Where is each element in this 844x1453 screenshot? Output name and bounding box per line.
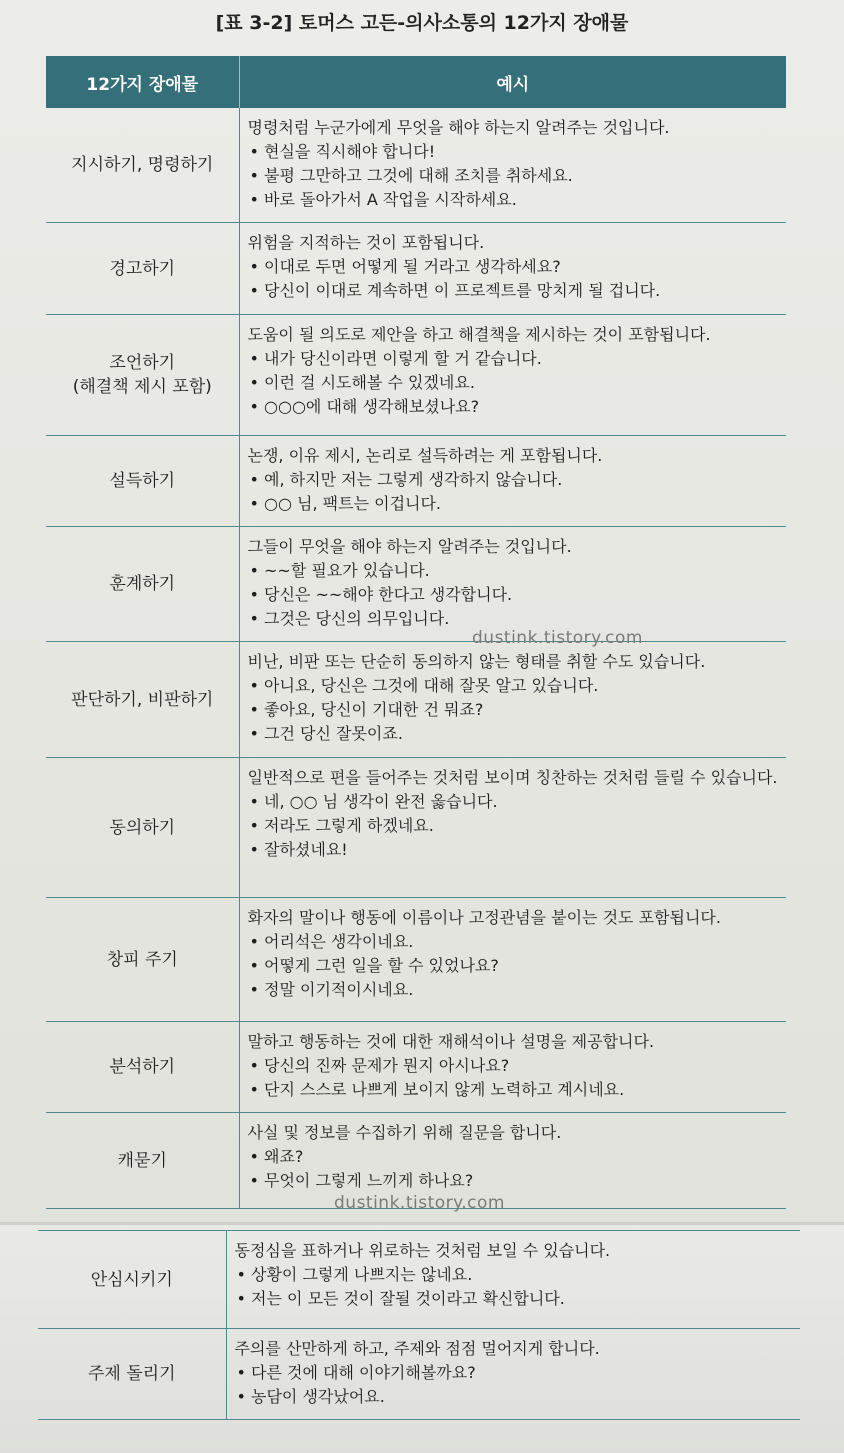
example-bullet: • 저라도 그렇게 하겠네요. — [249, 816, 434, 835]
example-bullet: • 상황이 그렇게 나쁘지는 않네요. — [236, 1265, 473, 1284]
barrier-name-text: 훈계하기 — [109, 574, 176, 594]
example-description: 도움이 될 의도로 제안을 하고 해결책을 제시하는 것이 포함됩니다. — [247, 325, 711, 344]
barrier-name-note: (해결책 제시 포함) — [72, 377, 212, 397]
table-row — [46, 1022, 786, 1113]
example-bullet: • 당신의 진짜 문제가 뭔지 아시나요? — [249, 1056, 510, 1075]
example-cell — [239, 315, 786, 436]
example-bullet: • 이런 걸 시도해볼 수 있겠네요. — [249, 373, 475, 392]
table-row — [46, 436, 786, 527]
table-title: [표 3-2] 토머스 고든-의사소통의 12가지 장애물 — [215, 12, 629, 34]
barriers-table — [46, 56, 786, 1209]
table-row — [46, 898, 786, 1022]
example-bullet: • 저는 이 모든 것이 잘될 것이라고 확신합니다. — [236, 1289, 565, 1308]
header-example: 예시 — [239, 56, 786, 108]
barrier-name — [46, 108, 239, 223]
example-description: 말하고 행동하는 것에 대한 재해석이나 설명을 제공합니다. — [247, 1032, 655, 1051]
barrier-name-text: 지시하기, 명령하기 — [71, 155, 214, 175]
example-description: 주의를 산만하게 하고, 주제와 점점 멀어지게 합니다. — [234, 1339, 600, 1358]
example-bullet: • 아니요, 당신은 그것에 대해 잘못 알고 있습니다. — [249, 676, 599, 695]
table-row — [38, 1329, 800, 1420]
example-bullet: • 어리석은 생각이네요. — [249, 932, 414, 951]
barrier-name — [38, 1231, 226, 1329]
page-divider — [0, 1222, 844, 1225]
barriers-table-continued — [38, 1230, 800, 1420]
barrier-name-text: 캐묻기 — [117, 1150, 167, 1171]
table-row — [46, 108, 786, 223]
barrier-name — [46, 642, 239, 758]
example-bullet: • 어떻게 그런 일을 할 수 있었나요? — [249, 956, 499, 975]
barrier-name-text: 동의하기 — [109, 817, 176, 838]
example-bullet: • 농담이 생각났어요. — [236, 1387, 385, 1406]
barrier-name — [46, 315, 239, 436]
example-bullet: • 잘하셨네요! — [249, 840, 348, 859]
example-bullet: • 당신이 이대로 계속하면 이 프로젝트를 망치게 될 겁니다. — [249, 281, 661, 300]
barrier-name — [46, 223, 239, 315]
example-bullet: • 불평 그만하고 그것에 대해 조치를 취하세요. — [249, 166, 573, 185]
example-cell — [239, 223, 786, 315]
example-cell — [239, 527, 786, 642]
barrier-name — [46, 758, 239, 898]
example-cell — [239, 758, 786, 898]
example-bullet: • 단지 스스로 나쁘게 보이지 않게 노력하고 계시네요. — [249, 1080, 625, 1099]
example-cell — [239, 436, 786, 527]
barrier-name — [46, 1113, 239, 1209]
example-bullet: • 당신은 ~~해야 한다고 생각합니다. — [249, 585, 513, 604]
example-cell — [239, 1113, 786, 1209]
table-row — [46, 527, 786, 642]
example-bullet: • 정말 이기적이시네요. — [249, 980, 414, 999]
barrier-name-text: 주제 돌리기 — [87, 1364, 176, 1384]
table-row — [46, 223, 786, 315]
example-bullet: • 무엇이 그렇게 느끼게 하나요? — [249, 1171, 474, 1190]
example-bullet: • 예, 하지만 저는 그렇게 생각하지 않습니다. — [249, 470, 563, 489]
example-cell — [239, 642, 786, 758]
example-cell — [226, 1231, 800, 1329]
example-description: 비난, 비판 또는 단순히 동의하지 않는 형태를 취할 수도 있습니다. — [247, 652, 706, 671]
example-description: 화자의 말이나 행동에 이름이나 고정관념을 붙이는 것도 포함됩니다. — [247, 908, 721, 927]
barrier-name — [46, 436, 239, 527]
watermark: dustink.tistory.com — [334, 1193, 505, 1213]
example-bullet: • 좋아요, 당신이 기대한 건 뭐죠? — [249, 700, 484, 719]
example-cell — [239, 898, 786, 1022]
barrier-name-text: 조언하기 — [109, 353, 176, 373]
example-description: 사실 및 정보를 수집하기 위해 질문을 합니다. — [247, 1123, 562, 1142]
table-row — [46, 758, 786, 898]
barrier-name — [46, 1022, 239, 1113]
barrier-name-text: 판단하기, 비판하기 — [71, 689, 214, 710]
example-bullet: • 그것은 당신의 의무입니다. — [249, 609, 450, 628]
example-description: 위험을 지적하는 것이 포함됩니다. — [247, 233, 485, 252]
barrier-name — [46, 527, 239, 642]
example-cell — [239, 1022, 786, 1113]
example-bullet: • 다른 것에 대해 이야기해볼까요? — [236, 1363, 476, 1382]
example-bullet: • 왜죠? — [249, 1147, 304, 1166]
example-bullet: • 현실을 직시해야 합니다! — [249, 142, 436, 161]
example-description: 동정심을 표하거나 위로하는 것처럼 보일 수 있습니다. — [234, 1241, 611, 1260]
table-row — [46, 642, 786, 758]
example-bullet: • 이대로 두면 어떻게 될 거라고 생각하세요? — [249, 257, 561, 276]
barrier-name-text: 창피 주기 — [106, 949, 178, 970]
example-description: 논쟁, 이유 제시, 논리로 설득하려는 게 포함됩니다. — [247, 446, 603, 465]
barrier-name-text: 경고하기 — [109, 258, 176, 279]
example-bullet: • ○○○에 대해 생각해보셨나요? — [249, 397, 480, 416]
example-description: 명령처럼 누군가에게 무엇을 해야 하는지 알려주는 것입니다. — [247, 118, 670, 137]
table-row — [38, 1231, 800, 1329]
barrier-name-text: 분석하기 — [109, 1057, 176, 1077]
example-cell — [226, 1329, 800, 1420]
example-description: 그들이 무엇을 해야 하는지 알려주는 것입니다. — [247, 537, 572, 556]
barrier-name — [46, 898, 239, 1022]
barrier-name-text: 설득하기 — [109, 471, 176, 491]
barrier-name-text: 안심시키기 — [90, 1269, 173, 1290]
example-bullet: • 그건 당신 잘못이죠. — [249, 724, 403, 743]
barrier-name — [38, 1329, 226, 1420]
header-category: 12가지 장애물 — [46, 56, 239, 108]
table-row — [46, 315, 786, 436]
example-bullet: • 내가 당신이라면 이렇게 할 거 같습니다. — [249, 349, 542, 368]
example-description: 일반적으로 편을 들어주는 것처럼 보이며 칭찬하는 것처럼 들릴 수 있습니다. — [247, 768, 778, 787]
example-cell — [239, 108, 786, 223]
example-bullet: • ○○ 님, 팩트는 이겁니다. — [249, 494, 442, 513]
example-bullet: • 바로 돌아가서 A 작업을 시작하세요. — [249, 190, 517, 209]
watermark: dustink.tistory.com — [472, 628, 643, 648]
example-bullet: • 네, ○○ 님 생각이 완전 옳습니다. — [249, 792, 498, 811]
example-bullet: • ~~할 필요가 있습니다. — [249, 561, 430, 580]
